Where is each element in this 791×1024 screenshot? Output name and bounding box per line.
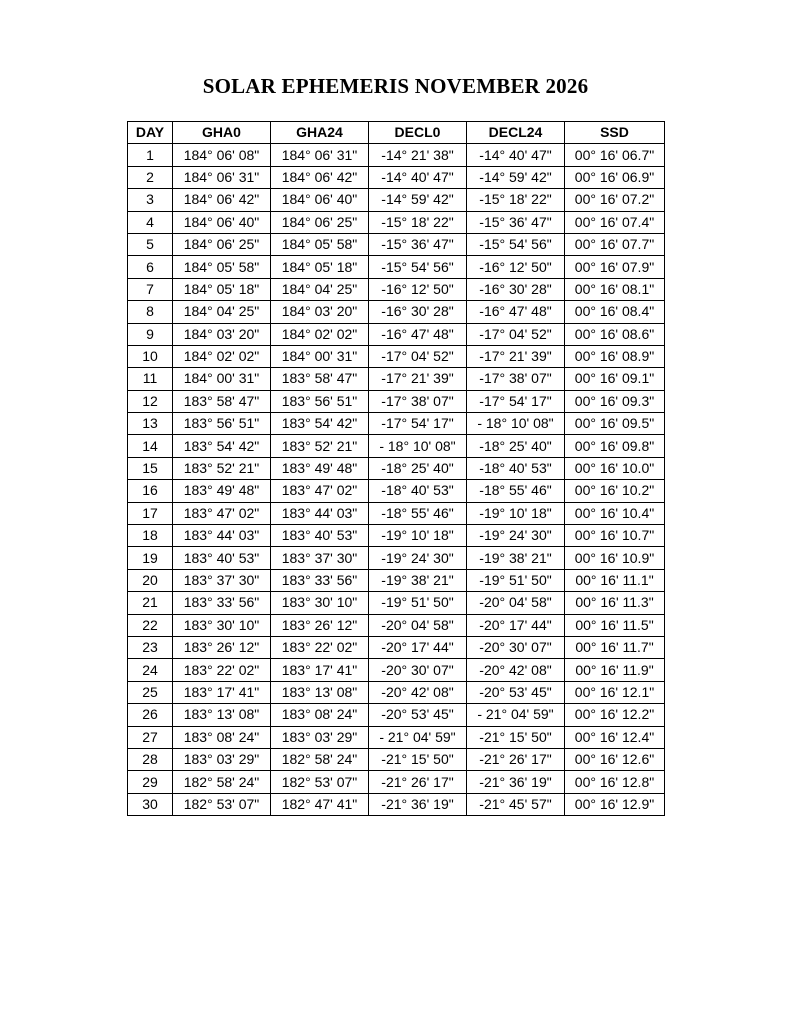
day-cell: 19 — [128, 547, 173, 569]
decl24-cell: -21° 45' 57" — [467, 793, 565, 815]
decl0-cell: -16° 30' 28" — [369, 301, 467, 323]
table-row — [128, 525, 665, 547]
decl24-cell: -20° 04' 58" — [467, 592, 565, 614]
gha0-cell: 183° 26' 12" — [173, 636, 271, 658]
gha24-cell: 183° 03' 29" — [271, 726, 369, 748]
column-header-ssd: SSD — [565, 122, 665, 144]
column-header-gha0: GHA0 — [173, 122, 271, 144]
decl24-cell: -16° 47' 48" — [467, 301, 565, 323]
decl0-cell: -20° 42' 08" — [369, 681, 467, 703]
gha24-cell: 183° 17' 41" — [271, 659, 369, 681]
table-row — [128, 457, 665, 479]
decl0-cell: - 18° 10' 08" — [369, 435, 467, 457]
decl24-cell: -14° 59' 42" — [467, 166, 565, 188]
decl24-cell: -20° 53' 45" — [467, 681, 565, 703]
day-cell: 15 — [128, 457, 173, 479]
table-row — [128, 233, 665, 255]
table-row — [128, 748, 665, 770]
ssd-cell: 00° 16' 08.1" — [565, 278, 665, 300]
decl0-cell: -14° 21' 38" — [369, 144, 467, 166]
decl24-cell: -17° 54' 17" — [467, 390, 565, 412]
decl24-cell: -19° 38' 21" — [467, 547, 565, 569]
day-cell: 1 — [128, 144, 173, 166]
gha0-cell: 183° 33' 56" — [173, 592, 271, 614]
day-cell: 17 — [128, 502, 173, 524]
gha24-cell: 184° 02' 02" — [271, 323, 369, 345]
gha0-cell: 183° 54' 42" — [173, 435, 271, 457]
table-row — [128, 659, 665, 681]
day-cell: 30 — [128, 793, 173, 815]
gha0-cell: 183° 08' 24" — [173, 726, 271, 748]
decl24-cell: -17° 04' 52" — [467, 323, 565, 345]
day-cell: 14 — [128, 435, 173, 457]
gha24-cell: 183° 40' 53" — [271, 525, 369, 547]
table-row — [128, 256, 665, 278]
gha24-cell: 184° 05' 58" — [271, 233, 369, 255]
ssd-cell: 00° 16' 09.8" — [565, 435, 665, 457]
table-row — [128, 166, 665, 188]
ssd-cell: 00° 16' 10.2" — [565, 480, 665, 502]
ssd-cell: 00° 16' 10.4" — [565, 502, 665, 524]
decl24-cell: -20° 30' 07" — [467, 636, 565, 658]
table-row — [128, 301, 665, 323]
decl24-cell: - 18° 10' 08" — [467, 413, 565, 435]
table-row — [128, 614, 665, 636]
decl0-cell: -20° 04' 58" — [369, 614, 467, 636]
gha24-cell: 183° 49' 48" — [271, 457, 369, 479]
ssd-cell: 00° 16' 10.9" — [565, 547, 665, 569]
decl24-cell: -15° 18' 22" — [467, 189, 565, 211]
ssd-cell: 00° 16' 12.6" — [565, 748, 665, 770]
gha0-cell: 183° 44' 03" — [173, 525, 271, 547]
day-cell: 29 — [128, 771, 173, 793]
column-header-gha24: GHA24 — [271, 122, 369, 144]
table-row — [128, 390, 665, 412]
gha0-cell: 184° 00' 31" — [173, 368, 271, 390]
day-cell: 3 — [128, 189, 173, 211]
gha24-cell: 184° 00' 31" — [271, 345, 369, 367]
decl0-cell: -17° 21' 39" — [369, 368, 467, 390]
day-cell: 22 — [128, 614, 173, 636]
decl0-cell: -18° 25' 40" — [369, 457, 467, 479]
ssd-cell: 00° 16' 08.6" — [565, 323, 665, 345]
day-cell: 7 — [128, 278, 173, 300]
ssd-cell: 00° 16' 12.1" — [565, 681, 665, 703]
ephemeris-table — [127, 121, 665, 816]
decl0-cell: -19° 10' 18" — [369, 525, 467, 547]
gha0-cell: 182° 53' 07" — [173, 793, 271, 815]
ssd-cell: 00° 16' 11.3" — [565, 592, 665, 614]
gha24-cell: 182° 58' 24" — [271, 748, 369, 770]
decl24-cell: -21° 36' 19" — [467, 771, 565, 793]
gha0-cell: 183° 03' 29" — [173, 748, 271, 770]
day-cell: 10 — [128, 345, 173, 367]
table-row — [128, 278, 665, 300]
gha0-cell: 183° 22' 02" — [173, 659, 271, 681]
day-cell: 2 — [128, 166, 173, 188]
table-row — [128, 211, 665, 233]
gha0-cell: 183° 47' 02" — [173, 502, 271, 524]
table-row — [128, 345, 665, 367]
gha0-cell: 184° 02' 02" — [173, 345, 271, 367]
gha0-cell: 183° 17' 41" — [173, 681, 271, 703]
decl24-cell: -16° 12' 50" — [467, 256, 565, 278]
ssd-cell: 00° 16' 11.7" — [565, 636, 665, 658]
table-row — [128, 726, 665, 748]
ssd-cell: 00° 16' 11.1" — [565, 569, 665, 591]
table-row — [128, 636, 665, 658]
gha0-cell: 184° 06' 42" — [173, 189, 271, 211]
gha0-cell: 184° 03' 20" — [173, 323, 271, 345]
decl0-cell: -20° 17' 44" — [369, 636, 467, 658]
gha24-cell: 184° 03' 20" — [271, 301, 369, 323]
gha0-cell: 182° 58' 24" — [173, 771, 271, 793]
table-row — [128, 592, 665, 614]
ssd-cell: 00° 16' 12.8" — [565, 771, 665, 793]
decl0-cell: -14° 59' 42" — [369, 189, 467, 211]
gha0-cell: 183° 37' 30" — [173, 569, 271, 591]
ssd-cell: 00° 16' 07.2" — [565, 189, 665, 211]
gha0-cell: 183° 49' 48" — [173, 480, 271, 502]
gha0-cell: 183° 40' 53" — [173, 547, 271, 569]
gha24-cell: 184° 06' 42" — [271, 166, 369, 188]
ssd-cell: 00° 16' 06.7" — [565, 144, 665, 166]
day-cell: 25 — [128, 681, 173, 703]
gha0-cell: 184° 06' 08" — [173, 144, 271, 166]
gha24-cell: 183° 13' 08" — [271, 681, 369, 703]
gha24-cell: 183° 33' 56" — [271, 569, 369, 591]
decl0-cell: -15° 18' 22" — [369, 211, 467, 233]
table-header — [128, 122, 665, 144]
decl24-cell: -14° 40' 47" — [467, 144, 565, 166]
ssd-cell: 00° 16' 11.9" — [565, 659, 665, 681]
gha0-cell: 184° 06' 40" — [173, 211, 271, 233]
page-title: SOLAR EPHEMERIS NOVEMBER 2026 — [202, 74, 589, 98]
decl24-cell: - 21° 04' 59" — [467, 704, 565, 726]
decl0-cell: -15° 36' 47" — [369, 233, 467, 255]
gha24-cell: 183° 52' 21" — [271, 435, 369, 457]
decl24-cell: -19° 10' 18" — [467, 502, 565, 524]
day-cell: 21 — [128, 592, 173, 614]
decl0-cell: -21° 26' 17" — [369, 771, 467, 793]
gha24-cell: 183° 22' 02" — [271, 636, 369, 658]
gha0-cell: 184° 05' 58" — [173, 256, 271, 278]
column-header-decl0: DECL0 — [369, 122, 467, 144]
decl24-cell: -21° 26' 17" — [467, 748, 565, 770]
gha24-cell: 184° 06' 25" — [271, 211, 369, 233]
decl24-cell: -17° 38' 07" — [467, 368, 565, 390]
gha24-cell: 182° 47' 41" — [271, 793, 369, 815]
ssd-cell: 00° 16' 07.7" — [565, 233, 665, 255]
decl0-cell: -20° 53' 45" — [369, 704, 467, 726]
gha24-cell: 183° 26' 12" — [271, 614, 369, 636]
ssd-cell: 00° 16' 06.9" — [565, 166, 665, 188]
ssd-cell: 00° 16' 09.5" — [565, 413, 665, 435]
gha0-cell: 184° 06' 31" — [173, 166, 271, 188]
gha24-cell: 183° 08' 24" — [271, 704, 369, 726]
ssd-cell: 00° 16' 09.3" — [565, 390, 665, 412]
table-row — [128, 435, 665, 457]
decl0-cell: -19° 51' 50" — [369, 592, 467, 614]
day-cell: 6 — [128, 256, 173, 278]
table-row — [128, 413, 665, 435]
decl0-cell: -20° 30' 07" — [369, 659, 467, 681]
decl0-cell: -19° 24' 30" — [369, 547, 467, 569]
ssd-cell: 00° 16' 10.0" — [565, 457, 665, 479]
day-cell: 11 — [128, 368, 173, 390]
decl0-cell: - 21° 04' 59" — [369, 726, 467, 748]
ssd-cell: 00° 16' 07.9" — [565, 256, 665, 278]
day-cell: 12 — [128, 390, 173, 412]
gha24-cell: 183° 56' 51" — [271, 390, 369, 412]
table-row — [128, 502, 665, 524]
table-row — [128, 144, 665, 166]
gha24-cell: 184° 06' 31" — [271, 144, 369, 166]
decl24-cell: -20° 17' 44" — [467, 614, 565, 636]
ssd-cell: 00° 16' 12.9" — [565, 793, 665, 815]
gha0-cell: 184° 06' 25" — [173, 233, 271, 255]
day-cell: 18 — [128, 525, 173, 547]
table-row — [128, 368, 665, 390]
gha24-cell: 184° 05' 18" — [271, 256, 369, 278]
day-cell: 9 — [128, 323, 173, 345]
decl0-cell: -17° 04' 52" — [369, 345, 467, 367]
table-row — [128, 793, 665, 815]
decl24-cell: -19° 51' 50" — [467, 569, 565, 591]
ssd-cell: 00° 16' 09.1" — [565, 368, 665, 390]
decl24-cell: -16° 30' 28" — [467, 278, 565, 300]
gha0-cell: 183° 56' 51" — [173, 413, 271, 435]
decl24-cell: -19° 24' 30" — [467, 525, 565, 547]
day-cell: 27 — [128, 726, 173, 748]
decl24-cell: -21° 15' 50" — [467, 726, 565, 748]
ssd-cell: 00° 16' 08.9" — [565, 345, 665, 367]
gha24-cell: 183° 54' 42" — [271, 413, 369, 435]
decl24-cell: -15° 54' 56" — [467, 233, 565, 255]
gha24-cell: 184° 04' 25" — [271, 278, 369, 300]
decl24-cell: -18° 25' 40" — [467, 435, 565, 457]
decl0-cell: -21° 15' 50" — [369, 748, 467, 770]
gha0-cell: 183° 30' 10" — [173, 614, 271, 636]
day-cell: 13 — [128, 413, 173, 435]
decl0-cell: -16° 12' 50" — [369, 278, 467, 300]
day-cell: 23 — [128, 636, 173, 658]
decl0-cell: -19° 38' 21" — [369, 569, 467, 591]
decl0-cell: -21° 36' 19" — [369, 793, 467, 815]
table-row — [128, 480, 665, 502]
decl24-cell: -17° 21' 39" — [467, 345, 565, 367]
header-row — [128, 122, 665, 144]
decl24-cell: -20° 42' 08" — [467, 659, 565, 681]
day-cell: 26 — [128, 704, 173, 726]
day-cell: 20 — [128, 569, 173, 591]
decl24-cell: -18° 55' 46" — [467, 480, 565, 502]
day-cell: 16 — [128, 480, 173, 502]
ssd-cell: 00° 16' 10.7" — [565, 525, 665, 547]
gha24-cell: 183° 58' 47" — [271, 368, 369, 390]
day-cell: 5 — [128, 233, 173, 255]
decl0-cell: -15° 54' 56" — [369, 256, 467, 278]
decl24-cell: -15° 36' 47" — [467, 211, 565, 233]
gha24-cell: 183° 37' 30" — [271, 547, 369, 569]
ssd-cell: 00° 16' 12.4" — [565, 726, 665, 748]
table-row — [128, 771, 665, 793]
decl0-cell: -16° 47' 48" — [369, 323, 467, 345]
column-header-day: DAY — [128, 122, 173, 144]
decl24-cell: -18° 40' 53" — [467, 457, 565, 479]
table-row — [128, 547, 665, 569]
gha0-cell: 183° 52' 21" — [173, 457, 271, 479]
ssd-cell: 00° 16' 07.4" — [565, 211, 665, 233]
day-cell: 28 — [128, 748, 173, 770]
table-row — [128, 189, 665, 211]
gha24-cell: 183° 47' 02" — [271, 480, 369, 502]
ssd-cell: 00° 16' 12.2" — [565, 704, 665, 726]
column-header-decl24: DECL24 — [467, 122, 565, 144]
gha0-cell: 184° 04' 25" — [173, 301, 271, 323]
decl0-cell: -17° 54' 17" — [369, 413, 467, 435]
decl0-cell: -17° 38' 07" — [369, 390, 467, 412]
gha0-cell: 183° 58' 47" — [173, 390, 271, 412]
gha0-cell: 184° 05' 18" — [173, 278, 271, 300]
table-body — [128, 144, 665, 816]
table-row — [128, 704, 665, 726]
day-cell: 4 — [128, 211, 173, 233]
decl0-cell: -14° 40' 47" — [369, 166, 467, 188]
gha24-cell: 184° 06' 40" — [271, 189, 369, 211]
ssd-cell: 00° 16' 08.4" — [565, 301, 665, 323]
gha24-cell: 182° 53' 07" — [271, 771, 369, 793]
gha24-cell: 183° 44' 03" — [271, 502, 369, 524]
table-row — [128, 681, 665, 703]
table-row — [128, 323, 665, 345]
gha24-cell: 183° 30' 10" — [271, 592, 369, 614]
decl0-cell: -18° 40' 53" — [369, 480, 467, 502]
table-row — [128, 569, 665, 591]
ssd-cell: 00° 16' 11.5" — [565, 614, 665, 636]
decl0-cell: -18° 55' 46" — [369, 502, 467, 524]
day-cell: 24 — [128, 659, 173, 681]
day-cell: 8 — [128, 301, 173, 323]
gha0-cell: 183° 13' 08" — [173, 704, 271, 726]
